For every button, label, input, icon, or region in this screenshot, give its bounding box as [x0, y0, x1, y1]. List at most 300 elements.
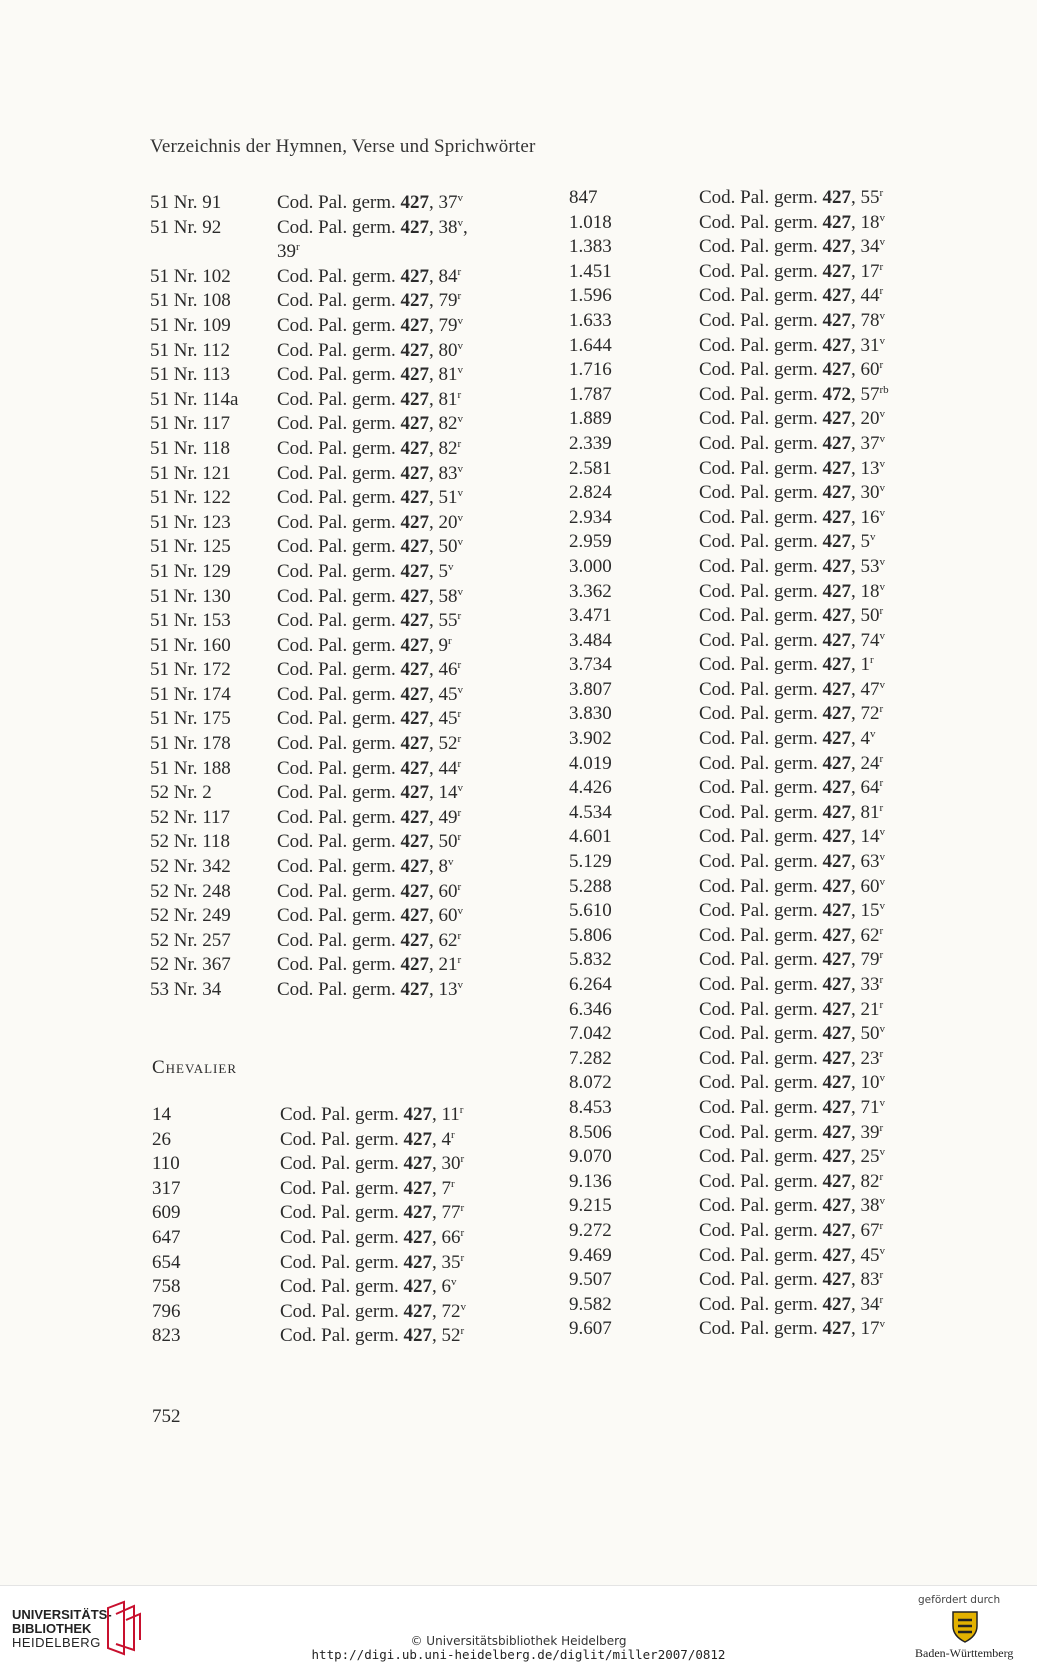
index-entry — [150, 855, 530, 880]
codex-number: 427 — [400, 364, 429, 386]
codex-number: 427 — [400, 880, 429, 902]
folio-side: v — [879, 875, 885, 888]
permalink-url[interactable]: http://digi.ub.uni-heidelberg.de/diglit/miller2007/0812 — [311, 1647, 726, 1662]
folio-number: , 20 — [429, 511, 458, 533]
entry-reference: 609 — [152, 1202, 181, 1224]
entry-manuscript-reference — [699, 211, 885, 236]
folio-side: v — [451, 1276, 457, 1289]
index-entry — [150, 289, 530, 314]
folio-side: r — [460, 1202, 465, 1215]
codex-prefix: Cod. Pal. germ. — [699, 654, 823, 676]
codex-prefix: Cod. Pal. germ. — [699, 801, 823, 823]
entry-reference: 3.471 — [569, 605, 612, 627]
index-entry — [152, 1152, 532, 1177]
folio-side: r — [879, 924, 884, 937]
entry-reference: 52 Nr. 118 — [150, 831, 231, 853]
entry-reference: 758 — [152, 1276, 181, 1298]
entry-manuscript-reference — [699, 457, 885, 482]
folio-side: r — [879, 260, 884, 273]
index-entry — [152, 1128, 532, 1153]
entry-reference: 5.610 — [569, 900, 612, 922]
codex-number: 427 — [400, 610, 429, 632]
entry-manuscript-reference — [699, 825, 885, 850]
folio-side: r — [459, 1104, 464, 1116]
entry-manuscript-reference — [277, 486, 463, 511]
folio-number: , 21 — [429, 954, 458, 976]
codex-prefix: Cod. Pal. germ. — [699, 408, 823, 430]
codex-number: 427 — [400, 831, 429, 853]
entry-reference: 6.264 — [569, 974, 612, 995]
folio-side: r — [879, 1121, 884, 1134]
entry-manuscript-reference — [277, 929, 461, 954]
entry-manuscript-reference — [277, 658, 461, 683]
folio-side: v — [460, 1300, 466, 1313]
entry-manuscript-reference — [277, 953, 461, 978]
entry-reference: 7.282 — [569, 1047, 612, 1069]
folio-side: v — [879, 900, 885, 913]
index-column-right — [569, 186, 949, 1342]
folio-side: v — [879, 482, 885, 495]
entry-manuscript-reference — [280, 1128, 455, 1153]
codex-number: 427 — [822, 605, 851, 627]
index-entry — [150, 216, 530, 241]
folio-number: , 9 — [429, 634, 448, 656]
library-name-line2: BIBLIOTHEK — [12, 1621, 92, 1636]
codex-prefix: Cod. Pal. germ. — [277, 339, 401, 361]
index-entry — [150, 904, 530, 929]
index-entry — [569, 186, 949, 211]
index-entry — [569, 1145, 949, 1170]
index-entry — [569, 432, 949, 457]
folio-side: r — [457, 733, 462, 746]
codex-number: 427 — [822, 703, 851, 725]
entry-reference: 1.633 — [569, 309, 612, 331]
entry-reference: 1.383 — [569, 236, 612, 258]
entry-manuscript-reference — [699, 555, 885, 580]
entry-reference: 2.959 — [569, 531, 612, 553]
folio-side: v — [457, 364, 463, 377]
codex-prefix: Cod. Pal. germ. — [699, 851, 823, 873]
folio-side: r — [879, 1170, 884, 1183]
index-entry — [150, 658, 530, 683]
entry-manuscript-reference — [699, 1268, 883, 1293]
entry-reference: 52 Nr. 117 — [150, 806, 231, 828]
folio-number: , 14 — [851, 826, 880, 848]
entry-reference: 52 Nr. 248 — [150, 880, 231, 902]
folio-number: , 60 — [429, 905, 458, 927]
codex-number: 427 — [400, 929, 429, 951]
codex-prefix: Cod. Pal. germ. — [699, 236, 823, 258]
codex-prefix: Cod. Pal. germ. — [277, 634, 401, 656]
folio-number: , 44 — [429, 757, 458, 779]
index-column-left — [150, 191, 530, 1003]
index-entry — [150, 240, 530, 265]
index-entry — [150, 437, 530, 462]
index-entry — [569, 358, 949, 383]
folio-side: r — [879, 1269, 884, 1282]
index-entry — [150, 585, 530, 610]
entry-manuscript-reference — [699, 776, 883, 801]
folio-number: , 78 — [851, 309, 880, 331]
codex-prefix: Cod. Pal. germ. — [277, 290, 401, 312]
entry-manuscript-reference — [280, 1177, 455, 1202]
codex-number: 427 — [822, 629, 851, 651]
index-entry — [569, 211, 949, 236]
folio-side: r — [457, 708, 462, 721]
entry-reference: 51 Nr. 175 — [150, 708, 231, 730]
codex-number: 427 — [403, 1128, 432, 1150]
entry-manuscript-reference — [277, 560, 454, 585]
entry-reference: 51 Nr. 122 — [150, 487, 231, 509]
index-entry — [569, 1194, 949, 1219]
codex-prefix: Cod. Pal. germ. — [280, 1226, 404, 1248]
index-entry — [569, 801, 949, 826]
index-entry — [569, 653, 949, 678]
folio-number: , 81 — [429, 388, 458, 410]
index-entry — [150, 265, 530, 290]
entry-reference: 51 Nr. 153 — [150, 610, 231, 632]
entry-reference: 9.215 — [569, 1195, 612, 1217]
entry-reference: 2.339 — [569, 432, 612, 454]
index-entry — [150, 388, 530, 413]
entry-reference: 3.902 — [569, 728, 612, 750]
entry-manuscript-reference — [277, 437, 461, 462]
folio-number: , 79 — [851, 949, 880, 971]
folio-number: , 79 — [429, 290, 458, 312]
codex-number: 427 — [403, 1177, 432, 1199]
folio-number: , 53 — [851, 555, 880, 577]
entry-reference: 51 Nr. 121 — [150, 462, 231, 484]
index-entry — [150, 339, 530, 364]
index-entry — [569, 924, 949, 949]
folio-number: , 17 — [851, 260, 880, 282]
codex-number: 427 — [400, 757, 429, 779]
entry-manuscript-reference — [699, 752, 883, 777]
entry-manuscript-reference — [699, 948, 883, 973]
entry-reference: 51 Nr. 91 — [150, 192, 222, 213]
entry-reference: 51 Nr. 129 — [150, 560, 231, 582]
codex-prefix: Cod. Pal. germ. — [277, 216, 401, 238]
codex-number: 427 — [400, 905, 429, 927]
entry-manuscript-reference — [280, 1226, 464, 1251]
folio-side: v — [879, 1096, 885, 1109]
codex-number: 427 — [822, 187, 851, 208]
codex-prefix: Cod. Pal. germ. — [277, 757, 401, 779]
entry-manuscript-reference — [277, 412, 463, 437]
codex-prefix: Cod. Pal. germ. — [699, 924, 823, 946]
index-entry — [150, 830, 530, 855]
entry-manuscript-reference — [699, 358, 883, 383]
folio-side: v — [448, 856, 454, 869]
entry-manuscript-reference — [277, 535, 463, 560]
folio-number: , 50 — [429, 536, 458, 558]
entry-manuscript-reference — [699, 924, 883, 949]
entry-manuscript-reference — [277, 683, 463, 708]
codex-prefix: Cod. Pal. germ. — [280, 1104, 404, 1125]
folio-number: , 64 — [851, 777, 880, 799]
folio-number: , 72 — [432, 1300, 461, 1322]
folio-side: r — [879, 605, 884, 618]
folio-side: r — [451, 1177, 455, 1190]
codex-prefix: Cod. Pal. germ. — [280, 1202, 404, 1224]
entry-reference: 4.534 — [569, 801, 612, 823]
codex-number: 427 — [822, 1146, 851, 1168]
codex-prefix: Cod. Pal. germ. — [699, 285, 823, 307]
codex-number: 427 — [822, 260, 851, 282]
folio-side: v — [879, 1072, 885, 1085]
codex-number: 427 — [400, 683, 429, 705]
entry-manuscript-reference — [699, 899, 885, 924]
codex-prefix: Cod. Pal. germ. — [699, 1146, 823, 1168]
folio-side: r — [879, 777, 884, 790]
codex-prefix: Cod. Pal. germ. — [699, 383, 823, 405]
entry-reference: 1.596 — [569, 285, 612, 307]
library-name-line1: UNIVERSITÄTS- — [12, 1607, 112, 1622]
codex-prefix: Cod. Pal. germ. — [280, 1177, 404, 1199]
folio-side: r — [879, 285, 884, 298]
entry-manuscript-reference — [699, 309, 885, 334]
entry-reference: 8.072 — [569, 1072, 612, 1094]
entry-reference: 3.362 — [569, 580, 612, 602]
entry-manuscript-reference — [699, 235, 885, 260]
folio-number: , 18 — [851, 580, 880, 602]
codex-prefix: Cod. Pal. germ. — [699, 432, 823, 454]
codex-number: 427 — [822, 1269, 851, 1291]
folio-side: r — [879, 974, 884, 986]
folio-number: , 34 — [851, 1293, 880, 1315]
folio-side: r — [457, 806, 462, 819]
folio-number: , 20 — [851, 408, 880, 430]
codex-prefix: Cod. Pal. germ. — [277, 437, 401, 459]
codex-prefix: Cod. Pal. germ. — [699, 900, 823, 922]
codex-number: 427 — [822, 1023, 851, 1045]
codex-prefix: Cod. Pal. germ. — [277, 487, 401, 509]
folio-side: v — [879, 309, 885, 322]
codex-prefix: Cod. Pal. germ. — [277, 659, 401, 681]
codex-number: 427 — [400, 856, 429, 878]
codex-prefix: Cod. Pal. germ. — [277, 265, 401, 287]
codex-number: 427 — [400, 708, 429, 730]
folio-side: r — [460, 1226, 465, 1239]
entry-reference: 3.000 — [569, 555, 612, 577]
entry-manuscript-reference — [277, 781, 463, 806]
codex-number: 427 — [400, 339, 429, 361]
entry-manuscript-reference — [280, 1251, 464, 1276]
entry-manuscript-reference — [277, 830, 461, 855]
folio-side: v — [457, 585, 463, 598]
entry-reference: 52 Nr. 342 — [150, 856, 231, 878]
codex-prefix: Cod. Pal. germ. — [699, 1219, 823, 1241]
folio-number: , 52 — [429, 733, 458, 755]
codex-number: 427 — [403, 1300, 432, 1322]
folio-number: , 79 — [429, 314, 458, 336]
entry-manuscript-reference — [280, 1152, 464, 1177]
folio-side: r — [879, 752, 884, 765]
codex-number: 427 — [822, 654, 851, 676]
codex-prefix: Cod. Pal. germ. — [277, 856, 401, 878]
folio-number: , 82 — [429, 413, 458, 435]
folio-number: , 30 — [851, 482, 880, 504]
codex-number: 427 — [822, 1072, 851, 1094]
folio-number: , 52 — [432, 1325, 461, 1347]
folio-number: , 81 — [429, 364, 458, 386]
codex-number: 427 — [822, 1219, 851, 1241]
entry-reference: 51 Nr. 160 — [150, 634, 231, 656]
folio-side: r — [870, 654, 874, 667]
folio-number: , 31 — [851, 334, 880, 356]
entry-reference: 3.830 — [569, 703, 612, 725]
codex-prefix: Cod. Pal. germ. — [699, 629, 823, 651]
codex-number: 427 — [400, 290, 429, 312]
entry-reference: 1.889 — [569, 408, 612, 430]
codex-prefix: Cod. Pal. germ. — [277, 733, 401, 755]
entry-reference: 110 — [152, 1153, 180, 1175]
entry-reference: 6.346 — [569, 998, 612, 1020]
codex-number: 427 — [400, 413, 429, 435]
folio-side: r — [448, 634, 452, 647]
folio-side: r — [457, 610, 462, 623]
folio-side: v — [879, 408, 885, 421]
entry-reference: 51 Nr. 188 — [150, 757, 231, 779]
folio-side: r — [457, 831, 462, 844]
folio-number: , 10 — [851, 1072, 880, 1094]
entry-reference: 8.506 — [569, 1121, 612, 1143]
index-entry — [150, 978, 530, 1003]
entry-reference: 796 — [152, 1300, 181, 1322]
index-entry — [569, 776, 949, 801]
folio-side: v — [870, 531, 876, 544]
entry-reference: 52 Nr. 367 — [150, 954, 231, 976]
entry-manuscript-reference — [277, 265, 461, 290]
entry-reference: 51 Nr. 130 — [150, 585, 231, 607]
entry-reference: 1.716 — [569, 359, 612, 381]
entry-reference: 51 Nr. 102 — [150, 265, 231, 287]
index-entry — [569, 284, 949, 309]
codex-number: 427 — [403, 1226, 432, 1248]
entry-manuscript-reference — [280, 1103, 463, 1128]
entry-manuscript-reference — [277, 904, 463, 929]
folio-number: , 7 — [432, 1177, 451, 1199]
codex-prefix: Cod. Pal. germ. — [277, 979, 401, 1000]
viewer-footer — [0, 1585, 1037, 1663]
index-entry — [569, 998, 949, 1023]
index-entry — [150, 535, 530, 560]
entry-manuscript-reference — [699, 260, 883, 285]
index-entry — [569, 1096, 949, 1121]
index-column-chevalier — [152, 1103, 532, 1349]
entry-manuscript-reference — [699, 1170, 883, 1195]
codex-prefix: Cod. Pal. germ. — [277, 929, 401, 951]
codex-number: 427 — [400, 216, 429, 238]
folio-side: v — [879, 1195, 885, 1208]
entry-manuscript-reference — [699, 1071, 885, 1096]
folio-number: , 60 — [429, 880, 458, 902]
folio-number: , 38 — [851, 1195, 880, 1217]
codex-number: 427 — [822, 924, 851, 946]
entry-reference: 847 — [569, 187, 598, 208]
codex-prefix: Cod. Pal. germ. — [699, 1244, 823, 1266]
folio-number: , 39 — [851, 1121, 880, 1143]
folio-number: , 13 — [429, 979, 458, 1000]
folio-number: , 81 — [851, 801, 880, 823]
index-entry — [150, 953, 530, 978]
folio-number: , 4 — [851, 728, 870, 750]
codex-number: 427 — [822, 801, 851, 823]
index-entry — [569, 850, 949, 875]
codex-prefix: Cod. Pal. germ. — [699, 555, 823, 577]
codex-prefix: Cod. Pal. germ. — [277, 536, 401, 558]
codex-number: 427 — [400, 782, 429, 804]
entry-reference: 2.824 — [569, 482, 612, 504]
running-header: Verzeichnis der Hymnen, Verse und Sprichwörter — [150, 136, 536, 157]
folio-side: v — [457, 216, 463, 229]
folio-side: r — [457, 929, 462, 942]
entry-manuscript-reference — [277, 388, 461, 413]
entry-reference: 1.451 — [569, 260, 612, 282]
codex-number: 427 — [822, 285, 851, 307]
folio-number: , 80 — [429, 339, 458, 361]
folio-number: , 77 — [432, 1202, 461, 1224]
entry-manuscript-reference — [699, 383, 889, 408]
folio-side: v — [879, 1244, 885, 1257]
codex-prefix: Cod. Pal. germ. — [277, 388, 401, 410]
index-entry — [150, 683, 530, 708]
codex-prefix: Cod. Pal. germ. — [277, 708, 401, 730]
folio-side: v — [879, 236, 885, 249]
codex-prefix: Cod. Pal. germ. — [277, 364, 401, 386]
codex-prefix: Cod. Pal. germ. — [280, 1153, 404, 1175]
entry-manuscript-reference — [280, 1275, 457, 1300]
index-entry — [150, 806, 530, 831]
codex-number: 427 — [822, 236, 851, 258]
entry-reference: 7.042 — [569, 1023, 612, 1045]
index-entry — [569, 530, 949, 555]
codex-number: 427 — [822, 506, 851, 528]
folio-number: , 51 — [429, 487, 458, 509]
entry-reference: 5.129 — [569, 851, 612, 873]
folio-number: , 82 — [851, 1170, 880, 1192]
codex-prefix: Cod. Pal. germ. — [699, 875, 823, 897]
folio-side: r — [457, 388, 462, 401]
folio-number: , 15 — [851, 900, 880, 922]
entry-manuscript-reference — [699, 186, 883, 211]
folio-side: v — [457, 462, 463, 475]
folio-side: v — [879, 826, 885, 839]
folio-number: , 18 — [851, 211, 880, 233]
codex-number: 427 — [822, 531, 851, 553]
index-entry — [569, 727, 949, 752]
entry-manuscript-reference — [699, 1194, 885, 1219]
entry-manuscript-reference — [699, 1317, 885, 1342]
entry-manuscript-reference — [699, 875, 885, 900]
codex-number: 427 — [403, 1251, 432, 1273]
entry-manuscript-reference — [277, 880, 461, 905]
entry-reference: 4.601 — [569, 826, 612, 848]
entry-reference: 51 Nr. 114a — [150, 388, 239, 410]
entry-reference: 51 Nr. 108 — [150, 290, 231, 312]
codex-number: 427 — [822, 678, 851, 700]
folio-number: , 82 — [429, 437, 458, 459]
folio-side: v — [448, 560, 454, 573]
index-entry — [152, 1177, 532, 1202]
entry-manuscript-reference — [699, 850, 885, 875]
codex-prefix: Cod. Pal. germ. — [699, 1121, 823, 1143]
folio-side: r — [457, 757, 462, 770]
codex-number: 427 — [400, 659, 429, 681]
entry-reference: 5.806 — [569, 924, 612, 946]
folio-side: v — [879, 457, 885, 470]
codex-number: 427 — [822, 1121, 851, 1143]
